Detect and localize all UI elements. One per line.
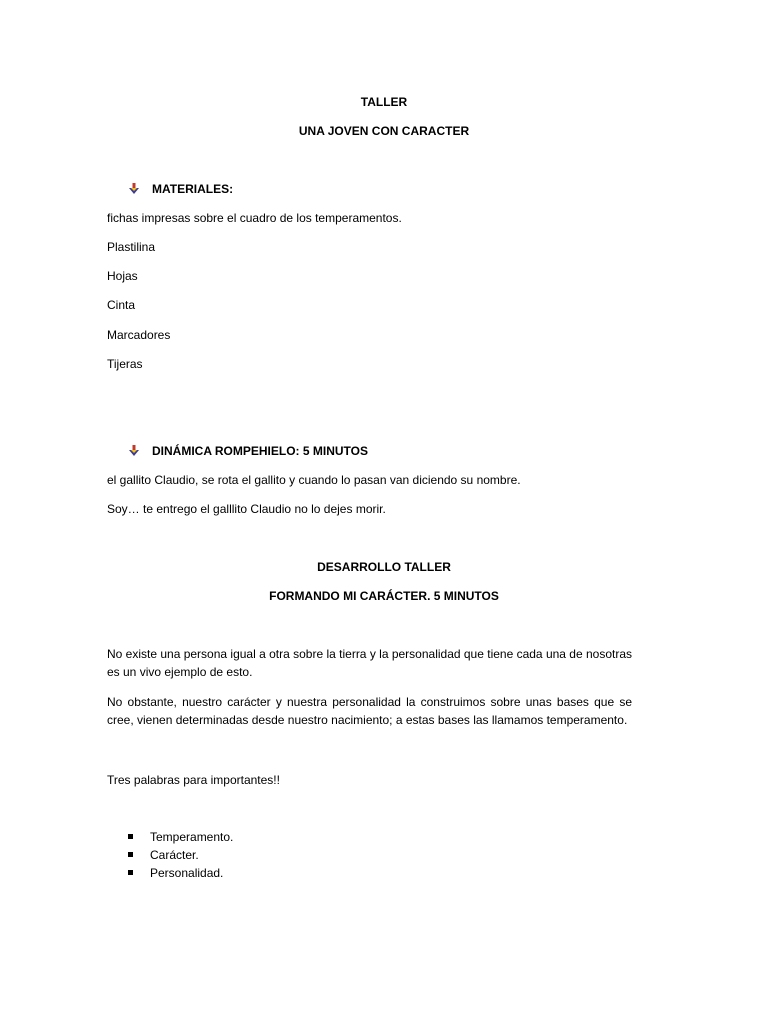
square-bullet-icon [128, 852, 133, 857]
list-item [128, 829, 233, 845]
list-item-label: Carácter. [150, 848, 199, 862]
list-item-label: Temperamento. [150, 830, 234, 844]
development-heading: DESARROLLO TALLER [317, 560, 451, 574]
materials-item: Hojas [107, 269, 138, 283]
arrow-down-icon [128, 445, 140, 457]
icebreaker-line: el gallito Claudio, se rota el gallito y cuando lo pasan van diciendo su nombre. [107, 473, 521, 487]
document-title: TALLER [360, 95, 408, 109]
paragraph-2 [107, 693, 632, 729]
paragraph-1-line: es un vivo ejemplo de esto. [107, 665, 253, 679]
paragraph-2-line: No obstante, nuestro carácter y nuestra personalidad la construimos sobre unas bases que se [107, 695, 632, 709]
materials-heading [128, 181, 233, 197]
materials-heading-label: MATERIALES: [152, 182, 234, 196]
materials-item: fichas impresas sobre el cuadro de los temperamentos. [107, 211, 402, 225]
arrow-down-icon [128, 183, 140, 195]
square-bullet-icon [128, 834, 133, 839]
three-words-line: Tres palabras para importantes!! [107, 773, 280, 787]
document-subtitle: UNA JOVEN CON CARACTER [298, 124, 470, 138]
materials-item: Cinta [107, 298, 136, 312]
list-item [128, 847, 199, 863]
materials-item: Tijeras [107, 357, 143, 371]
icebreaker-heading-label: DINÁMICA ROMPEHIELO: 5 MINUTOS [152, 444, 369, 458]
paragraph-2-line: cree, vienen determinadas desde nuestro nacimiento; a estas bases las llamamos temperamento. [107, 713, 628, 727]
paragraph-1 [107, 645, 632, 681]
materials-item: Marcadores [107, 328, 171, 342]
development-subheading: FORMANDO MI CARÁCTER. 5 MINUTOS [269, 589, 499, 603]
materials-item: Plastilina [107, 240, 156, 254]
paragraph-1-line: No existe una persona igual a otra sobre la tierra y la personalidad que tiene cada una de nosotras [107, 647, 633, 661]
icebreaker-heading [128, 443, 368, 459]
icebreaker-line: Soy… te entrego el galllito Claudio no lo dejes morir. [107, 502, 386, 516]
list-item [128, 865, 223, 881]
list-item-label: Personalidad. [150, 866, 224, 880]
square-bullet-icon [128, 870, 133, 875]
